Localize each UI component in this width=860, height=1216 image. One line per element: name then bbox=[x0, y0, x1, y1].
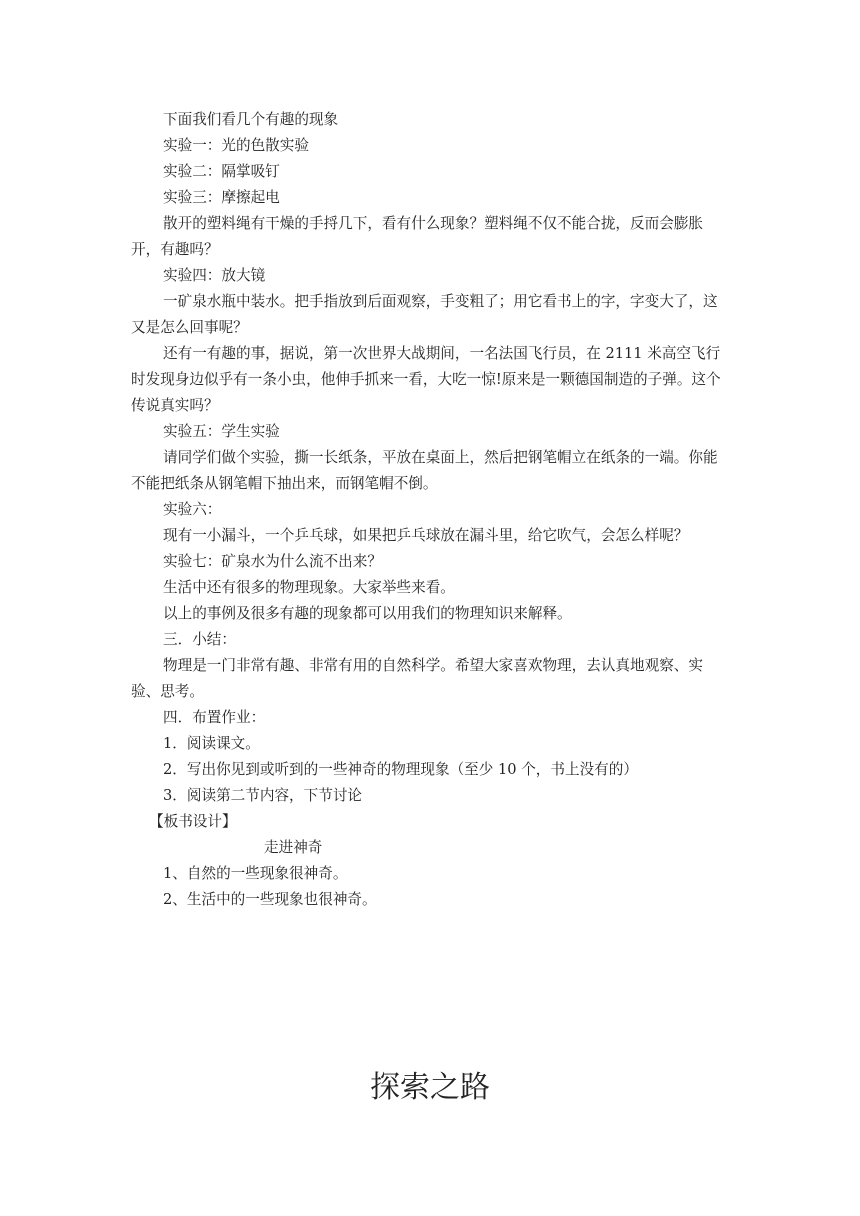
paragraph-experiment-1: 实验一：光的色散实验 bbox=[163, 137, 309, 154]
homework-item-1: 1．阅读课文。 bbox=[163, 735, 260, 752]
paragraph-experiment-2: 实验二：隔掌吸钉 bbox=[163, 163, 280, 180]
section-summary-heading: 三．小结： bbox=[163, 631, 236, 648]
section-homework-heading: 四．布置作业： bbox=[163, 709, 266, 726]
paragraph-experiment-5: 实验五：学生实验 bbox=[163, 423, 280, 440]
paragraph-experiment-3-desc: 散开的塑料绳有干燥的手捋几下，看有什么现象？塑料绳不仅不能合拢，反而会膨胀开，有趣吗？ bbox=[131, 215, 703, 258]
paragraph-story: 还有一有趣的事，据说，第一次世界大战期间，一名法国飞行员，在 2111 米高空飞行时发现身边似乎有一条小虫，他伸手抓来一看，大吃一惊!原来是一颗德国制造的子弹。这个传说真实吗？ bbox=[131, 345, 721, 414]
board-design-item-2: 2、生活中的一些现象也很神奇。 bbox=[163, 891, 377, 908]
paragraph-experiment-5-desc: 请同学们做个实验，撕一长纸条，平放在桌面上，然后把钢笔帽立在纸条的一端。你能不能把纸条从钢笔帽下抽出来，而钢笔帽不倒。 bbox=[131, 449, 718, 492]
document-body bbox=[131, 107, 731, 913]
paragraph-experiment-6-desc: 现有一小漏斗，一个乒乓球，如果把乒乓球放在漏斗里，给它吹气，会怎么样呢？ bbox=[163, 527, 689, 544]
paragraph-experiment-3: 实验三：摩擦起电 bbox=[163, 189, 280, 206]
board-design-heading: 【板书设计】 bbox=[149, 813, 237, 830]
homework-item-3: 3．阅读第二节内容，下节讨论 bbox=[163, 787, 363, 804]
paragraph-experiment-4: 实验四：放大镜 bbox=[163, 267, 266, 284]
paragraph-explain: 以上的事例及很多有趣的现象都可以用我们的物理知识来解释。 bbox=[163, 605, 572, 622]
board-design-item-1: 1、自然的一些现象很神奇。 bbox=[163, 865, 348, 882]
board-design-title: 走进神奇 bbox=[264, 839, 323, 856]
paragraph-experiment-4-desc: 一矿泉水瓶中装水。把手指放到后面观察，手变粗了；用它看书上的字，字变大了，这又是怎么回事呢？ bbox=[131, 293, 718, 336]
paragraph-life-phenomena: 生活中还有很多的物理现象。大家举些来看。 bbox=[163, 579, 455, 596]
paragraph-experiment-6: 实验六： bbox=[163, 501, 222, 518]
homework-item-2: 2．写出你见到或听到的一些神奇的物理现象（至少 10 个，书上没有的） bbox=[163, 761, 638, 778]
paragraph-experiment-7: 实验七：矿泉水为什么流不出来？ bbox=[163, 553, 382, 570]
paragraph-intro: 下面我们看几个有趣的现象 bbox=[163, 111, 339, 128]
next-section-title: 探索之路 bbox=[370, 1070, 490, 1105]
paragraph-summary: 物理是一门非常有趣、非常有用的自然科学。希望大家喜欢物理，去认真地观察、实验、思考。 bbox=[131, 657, 703, 700]
